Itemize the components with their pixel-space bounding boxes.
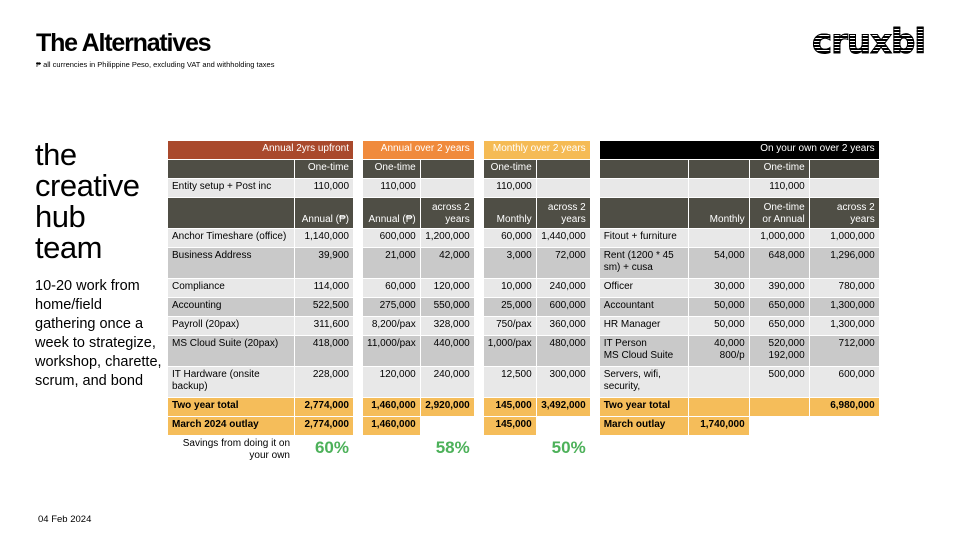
empty-cell — [484, 436, 536, 466]
column-gap — [354, 141, 362, 159]
table-row — [168, 229, 879, 247]
table-cell: 54,000 — [689, 248, 749, 278]
column-gap — [354, 317, 362, 335]
row-label — [168, 198, 294, 228]
row-label: March outlay — [600, 417, 688, 435]
empty-cell — [810, 436, 879, 466]
table-cell: 40,000 800/p — [689, 336, 749, 366]
table-cell: 110,000 — [363, 179, 420, 197]
column-gap — [475, 436, 483, 466]
row-label — [168, 160, 294, 178]
table-row — [168, 317, 879, 335]
table-cell: 110,000 — [750, 179, 809, 197]
table-cell: 2,774,000 — [295, 398, 353, 416]
empty-cell — [750, 417, 809, 435]
column-gap — [354, 398, 362, 416]
column-gap — [475, 336, 483, 366]
row-label: Anchor Timeshare (office) — [168, 229, 294, 247]
table-cell: 648,000 — [750, 248, 809, 278]
table-cell — [537, 179, 590, 197]
table-cell: 110,000 — [295, 179, 353, 197]
table-cell: 328,000 — [421, 317, 474, 335]
row-label: Officer — [600, 279, 688, 297]
column-gap — [591, 179, 599, 197]
column-gap — [475, 298, 483, 316]
table-cell: 1,740,000 — [689, 417, 749, 435]
table-cell: Monthly — [484, 198, 536, 228]
empty-cell — [600, 436, 688, 466]
empty-cell — [689, 436, 749, 466]
group-header-row — [168, 141, 879, 159]
row-label: March 2024 outlay — [168, 417, 294, 435]
column-gap — [591, 248, 599, 278]
currency-note: ₱ all currencies in Philippine Peso, excluding VAT and withholding taxes — [36, 60, 275, 69]
column-gap — [354, 179, 362, 197]
table-cell: 600,000 — [363, 229, 420, 247]
column-gap — [591, 279, 599, 297]
group-header: Annual over 2 years — [363, 141, 474, 159]
table-cell: 120,000 — [363, 367, 420, 397]
table-cell: 114,000 — [295, 279, 353, 297]
column-gap — [354, 298, 362, 316]
column-gap — [475, 398, 483, 416]
table-cell: 480,000 — [537, 336, 590, 366]
table-cell: 240,000 — [421, 367, 474, 397]
empty-cell — [537, 417, 590, 435]
table-row — [168, 336, 879, 366]
row-label: Fitout + furniture — [600, 229, 688, 247]
row-label: Business Address — [168, 248, 294, 278]
column-gap — [354, 417, 362, 435]
column-gap — [591, 160, 599, 178]
table-cell: 8,200/pax — [363, 317, 420, 335]
column-gap — [354, 279, 362, 297]
column-gap — [475, 198, 483, 228]
table-cell: 50% — [537, 436, 590, 466]
table-cell: 60,000 — [363, 279, 420, 297]
cruxbl-logo: cruxbl — [812, 22, 926, 62]
table-cell: 1,000,000 — [810, 229, 879, 247]
table-cell: 418,000 — [295, 336, 353, 366]
row-label: HR Manager — [600, 317, 688, 335]
table-cell: 1,000,000 — [750, 229, 809, 247]
group-header: Monthly over 2 years — [484, 141, 590, 159]
table-cell: 1,200,000 — [421, 229, 474, 247]
column-gap — [591, 417, 599, 435]
table-cell: 50,000 — [689, 298, 749, 316]
table-row — [168, 436, 879, 466]
table-cell: 145,000 — [484, 417, 536, 435]
empty-cell — [421, 417, 474, 435]
table-row — [168, 279, 879, 297]
table-cell: One-time or Annual — [750, 198, 809, 228]
table-cell: One-time — [363, 160, 420, 178]
table-cell: 12,500 — [484, 367, 536, 397]
table-cell: 780,000 — [810, 279, 879, 297]
table-cell: One-time — [750, 160, 809, 178]
table-cell: 6,980,000 — [810, 398, 879, 416]
column-gap — [591, 198, 599, 228]
empty-cell — [750, 436, 809, 466]
column-gap — [591, 141, 599, 159]
column-gap — [475, 417, 483, 435]
table-cell: 2,920,000 — [421, 398, 474, 416]
slide-date: 04 Feb 2024 — [38, 514, 92, 525]
table-cell: 1,140,000 — [295, 229, 353, 247]
table-cell: across 2 years — [537, 198, 590, 228]
table-cell: 42,000 — [421, 248, 474, 278]
table-row — [168, 198, 879, 228]
table-cell: 21,000 — [363, 248, 420, 278]
table-cell: 1,300,000 — [810, 317, 879, 335]
table-cell: 311,600 — [295, 317, 353, 335]
table-cell: 10,000 — [484, 279, 536, 297]
table-cell: 1,296,000 — [810, 248, 879, 278]
table-cell — [689, 160, 749, 178]
column-gap — [591, 229, 599, 247]
table-cell: One-time — [484, 160, 536, 178]
table-cell — [810, 160, 879, 178]
table-cell: 120,000 — [421, 279, 474, 297]
table-cell: 440,000 — [421, 336, 474, 366]
row-label — [600, 198, 688, 228]
table-cell: 2,774,000 — [295, 417, 353, 435]
row-label: Payroll (20pax) — [168, 317, 294, 335]
column-gap — [475, 229, 483, 247]
table-cell — [421, 179, 474, 197]
team-description: 10-20 work from home/field gathering once a week to strategize, workshop, charette, scrum, and bond — [35, 278, 162, 389]
column-gap — [475, 141, 483, 159]
table-cell: 11,000/pax — [363, 336, 420, 366]
column-gap — [475, 248, 483, 278]
table-cell: 1,460,000 — [363, 417, 420, 435]
table-cell: 1,000/pax — [484, 336, 536, 366]
table-cell — [689, 229, 749, 247]
table-cell: 650,000 — [750, 317, 809, 335]
column-gap — [591, 367, 599, 397]
table-cell: 60% — [295, 436, 353, 466]
team-heading: the creative hub team — [35, 137, 140, 265]
column-gap — [354, 248, 362, 278]
table-cell: 300,000 — [537, 367, 590, 397]
table-row — [168, 248, 879, 278]
group-header: On your own over 2 years — [600, 141, 879, 159]
column-gap — [591, 298, 599, 316]
column-gap — [591, 317, 599, 335]
table-cell: 550,000 — [421, 298, 474, 316]
column-gap — [591, 336, 599, 366]
row-label: MS Cloud Suite (20pax) — [168, 336, 294, 366]
table-cell: 50,000 — [689, 317, 749, 335]
table-cell: 600,000 — [537, 298, 590, 316]
table-cell: across 2 years — [810, 198, 879, 228]
column-gap — [354, 436, 362, 466]
row-label: IT Hardware (onsite backup) — [168, 367, 294, 397]
table-cell: 145,000 — [484, 398, 536, 416]
alternatives-table — [167, 140, 880, 467]
table-cell: 30,000 — [689, 279, 749, 297]
empty-cell — [810, 417, 879, 435]
table-cell: 520,000 192,000 — [750, 336, 809, 366]
table-cell — [750, 398, 809, 416]
table-cell — [689, 398, 749, 416]
table-cell: 25,000 — [484, 298, 536, 316]
table-cell — [689, 367, 749, 397]
table-row — [168, 179, 879, 197]
column-gap — [354, 367, 362, 397]
table-row — [168, 398, 879, 416]
table-cell: 39,900 — [295, 248, 353, 278]
table-cell: 522,500 — [295, 298, 353, 316]
table-cell: 58% — [421, 436, 474, 466]
row-label: Savings from doing it on your own — [168, 436, 294, 466]
row-label: IT Person MS Cloud Suite — [600, 336, 688, 366]
table-cell: 240,000 — [537, 279, 590, 297]
table-cell: 360,000 — [537, 317, 590, 335]
group-header: Annual 2yrs upfront — [168, 141, 353, 159]
empty-cell — [363, 436, 420, 466]
table-cell: 500,000 — [750, 367, 809, 397]
table-cell: Annual (₱) — [295, 198, 353, 228]
column-gap — [354, 160, 362, 178]
row-label: Compliance — [168, 279, 294, 297]
table-cell: Annual (₱) — [363, 198, 420, 228]
table-cell: 1,440,000 — [537, 229, 590, 247]
table-cell: across 2 years — [421, 198, 474, 228]
table-cell — [810, 179, 879, 197]
table-cell: 650,000 — [750, 298, 809, 316]
column-gap — [354, 336, 362, 366]
column-gap — [475, 367, 483, 397]
row-label: Entity setup + Post inc — [168, 179, 294, 197]
table-cell — [689, 179, 749, 197]
table-cell: 1,460,000 — [363, 398, 420, 416]
table-cell: 72,000 — [537, 248, 590, 278]
page-title: The Alternatives — [36, 29, 211, 57]
row-label: Two year total — [168, 398, 294, 416]
column-gap — [354, 229, 362, 247]
table-cell: 110,000 — [484, 179, 536, 197]
row-label: Servers, wifi, security, — [600, 367, 688, 397]
table-cell: 275,000 — [363, 298, 420, 316]
table-cell: 390,000 — [750, 279, 809, 297]
table-cell: Monthly — [689, 198, 749, 228]
table-cell: 1,300,000 — [810, 298, 879, 316]
row-label — [600, 179, 688, 197]
table-cell: 60,000 — [484, 229, 536, 247]
table-row — [168, 298, 879, 316]
row-label: Two year total — [600, 398, 688, 416]
row-label: Accountant — [600, 298, 688, 316]
column-gap — [475, 279, 483, 297]
table-cell — [421, 160, 474, 178]
table-cell: 3,492,000 — [537, 398, 590, 416]
table-cell: 228,000 — [295, 367, 353, 397]
row-label — [600, 160, 688, 178]
table-cell: 750/pax — [484, 317, 536, 335]
column-gap — [591, 398, 599, 416]
column-gap — [591, 436, 599, 466]
table-cell: One-time — [295, 160, 353, 178]
table-row — [168, 367, 879, 397]
column-gap — [475, 317, 483, 335]
table-cell: 3,000 — [484, 248, 536, 278]
table-cell: 712,000 — [810, 336, 879, 366]
table-cell — [537, 160, 590, 178]
column-gap — [354, 198, 362, 228]
table-row — [168, 417, 879, 435]
column-gap — [475, 160, 483, 178]
row-label: Rent (1200 * 45 sm) + cusa — [600, 248, 688, 278]
column-gap — [475, 179, 483, 197]
table-cell: 600,000 — [810, 367, 879, 397]
table-row — [168, 160, 879, 178]
row-label: Accounting — [168, 298, 294, 316]
